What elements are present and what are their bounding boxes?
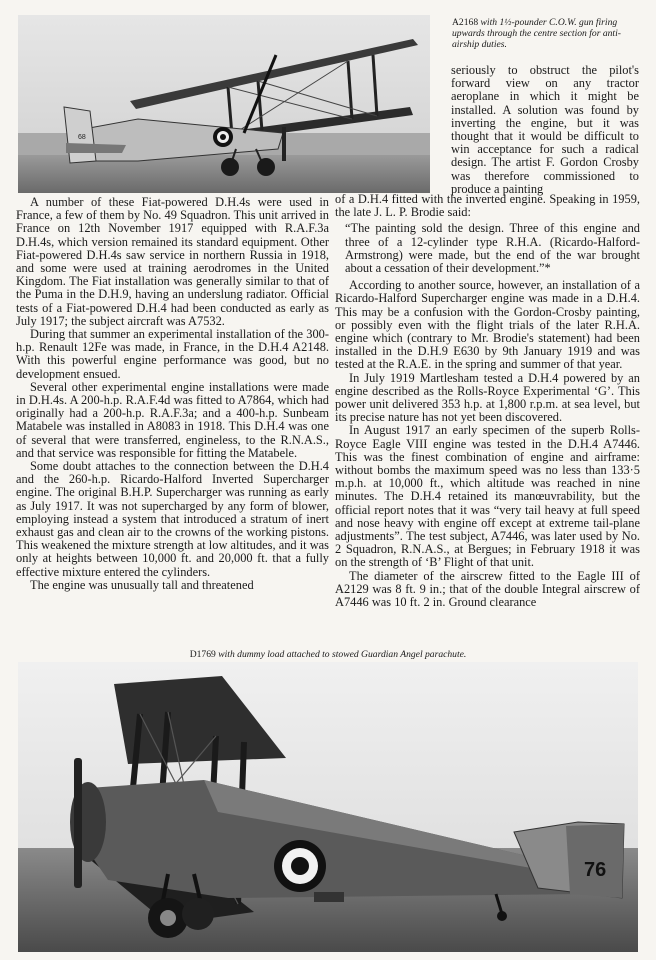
caption-serial: D1769 [189,649,216,660]
paragraph: of a D.H.4 fitted with the inverted engine. Speaking in 1959, the late J. L. P. Brodie said: [335,192,640,220]
right-column-top [451,64,639,196]
left-column [16,196,329,592]
paragraph: In August 1917 an early specimen of the superb Rolls-Royce Eagle VIII engine was tested in the D.H.4 A7446. This was the finest combination of engine and airframe: without bombs the maximum speed was no less than 133·5 m.p.h. at 10,000 ft., which altitude was reached in nine minutes. The D.H.4 retained its manœuvrability, but the official report notes that it was “very tail heavy at full speed and nose heavy with engine off except at extreme tail-plane adjustments”. The test subject, A7446, was later used by No. 2 Squadron, R.N.A.S., at Bergues; in February 1918 it was on the strength of ‘B’ Flight of that unit. [335,423,640,570]
paragraph: During that summer an experimental installation of the 300-h.p. Renault 12Fe was made, in France, in the D.H.4 A2148. With this powerful engine performance was good, but no development ensued. [16,327,329,381]
paragraph: In July 1919 Martlesham tested a D.H.4 powered by an engine described as the Rolls-Royce Experimental ‘G’. This power unit delivered 353 h.p. at 1,800 r.p.m. at sea level, but its precise nature has not yet been discovered. [335,370,640,425]
bottom-photo-caption [0,649,656,660]
right-column [335,193,640,609]
paragraph: According to another source, however, an installation of a Ricardo-Halford Supercharger engine was made in a D.H.4. This may be a confusion with the Gordon-Crosby painting, or possibly even with the flight trials of the later R.H.A. engine which (contrary to Mr. Brodie's statement) had been installed in the D.H.9 E630 by 9th January 1919 and was tested at the R.A.E. in the spring and summer of that year. [335,278,640,372]
caption-text: with 1½-pounder C.O.W. gun firing upwards through the centre section for anti-airship duties. [452,17,621,50]
svg-text:68: 68 [78,134,86,141]
paragraph: The engine was unusually tall and threatened [30,577,254,592]
paragraph: The diameter of the airscrew fitted to the Eagle III of A2129 was 8 ft. 9 in.; that of the double Integral airscrew of A7446 was 10 ft. 2 in. Ground clearance [335,568,640,610]
top-photo [18,15,430,193]
paragraph: seriously to obstruct the pilot's forward view on any tractor aeroplane in which it might be installed. A solution was found by inverting the engine, but it was thought that it would be difficult to win acceptance for such a radical design. The artist F. Gordon Crosby was therefore commissioned to produce a painting [451,63,639,196]
dh4-biplane-with-gun-photo [18,15,430,193]
quote-text: “The painting sold the design. Three of this engine and three of a 12-cylinder type R.H.A. (Ricardo-Halford-Armstrong) were made, but the end of the war brought about a cessation of their development.”* [345,221,640,276]
paragraph: Several other experimental engine installations were made in D.H.4s. A 200-h.p. R.A.F.4d was fitted to A7864, which had originally had a 200-h.p. R.A.F.3a; and a 400-h.p. Sunbeam Matabele was installed in A8083 in 1918. This D.H.4 was one of several that were transferred, engineless, to the R.N.A.S., and that service was responsible for fitting the Matabele. [16,379,329,460]
dh4-biplane-on-airfield-photo [18,662,638,952]
svg-text:76: 76 [584,859,607,881]
quotation [335,222,640,275]
bottom-photo [18,662,638,952]
caption-serial: A2168 [452,17,479,28]
paragraph: A number of these Fiat-powered D.H.4s were used in France, a few of them by No. 49 Squadron. This unit arrived in France on 12th November 1917 equipped with R.A.F.3a D.H.4s, which version remained its standard equipment. Other Fiat-powered D.H.4s saw service in northern Russia in 1918, and some were used at training aerodromes in the United Kingdom. The Fiat installation was generally similar to that of the Puma in the D.H.9, having an underslung radiator. Official tests of a Fiat-powered D.H.4 had been conducted as early as July 1917; the subject aircraft was A7532. [16,195,329,328]
paragraph: Some doubt attaches to the connection between the D.H.4 and the 260-h.p. Ricardo-Halford Inverted Supercharger engine. The original B.H.P. Supercharger was running as early as July 1917. It was not supercharged by any form of blower, employing instead a system that introduced a stratum of inert exhaust gas and clean air to the crowns of the working pistons. This weakened the mixture strength at low altitudes, and it was only at heights between 10,000 ft. and 20,000 ft. that a fully effective mixture entered the cylinders. [16,459,329,579]
caption-text: with dummy load attached to stowed Guardian Angel parachute. [218,649,467,660]
top-photo-caption [452,17,642,50]
